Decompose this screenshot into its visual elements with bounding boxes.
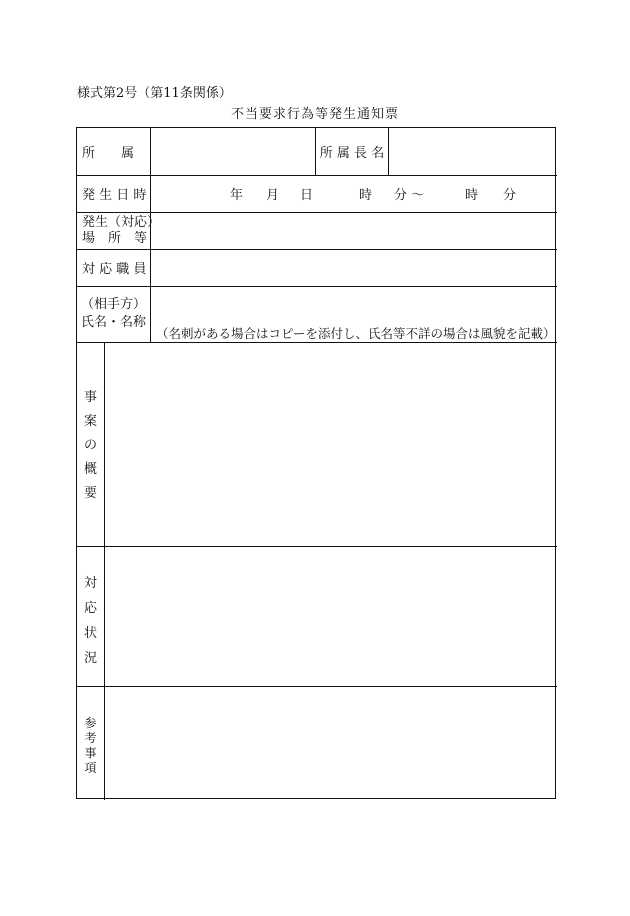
place-label-line1: 発生（対応） xyxy=(82,215,161,230)
other-party-note: （名刺がある場合はコピーを添付し、氏名等不詳の場合は風貌を記載） xyxy=(156,326,556,341)
place-label-line2: 場 所 等 xyxy=(82,231,148,246)
manager-name-field[interactable] xyxy=(389,128,555,175)
place-label xyxy=(82,214,161,248)
hour-unit-end: 時 xyxy=(465,188,479,203)
reference-label-char: 参 xyxy=(84,716,97,730)
response-status-label xyxy=(77,571,104,671)
summary-label-char: 要 xyxy=(83,486,97,501)
summary-label-char: 事 xyxy=(83,390,97,405)
minute-unit-range: 分 〜 xyxy=(394,188,425,203)
day-unit: 日 xyxy=(300,188,314,203)
datetime-label: 発 生 日 時 xyxy=(82,188,147,203)
manager-name-label: 所 属 長 名 xyxy=(319,146,385,161)
datetime-field[interactable] xyxy=(151,175,555,212)
hour-unit: 時 xyxy=(359,188,373,203)
summary-label-char: 概 xyxy=(83,462,97,477)
reference-label-char: 考 xyxy=(84,731,97,745)
response-label-char: 況 xyxy=(83,651,97,666)
response-label-char: 応 xyxy=(83,601,97,616)
other-party-label-line1: （相手方） xyxy=(80,297,146,312)
response-label-char: 対 xyxy=(83,576,97,591)
summary-label-char: 案 xyxy=(83,414,97,429)
reference-label-char: 事 xyxy=(84,746,97,760)
summary-label xyxy=(77,386,104,506)
reference-label-char: 項 xyxy=(84,761,97,775)
response-status-field[interactable] xyxy=(105,546,555,686)
minute-unit-end: 分 xyxy=(503,188,517,203)
affiliation-field[interactable] xyxy=(151,128,315,175)
other-party-field[interactable] xyxy=(151,286,555,342)
response-label-char: 状 xyxy=(83,626,97,641)
document-title: 不当要求行為等発生通知票 xyxy=(230,107,399,122)
summary-label-char: の xyxy=(83,438,97,453)
other-party-label xyxy=(77,288,150,340)
form-table xyxy=(76,127,556,799)
other-party-label-line2: 氏名・名称 xyxy=(80,315,146,330)
place-field[interactable] xyxy=(151,212,555,249)
affiliation-label: 所 属 xyxy=(82,146,135,161)
reference-label xyxy=(77,716,104,776)
month-unit: 月 xyxy=(266,188,280,203)
staff-label: 対 応 職 員 xyxy=(82,262,147,277)
form-number: 様式第2号（第11条関係） xyxy=(77,86,232,101)
summary-field[interactable] xyxy=(105,342,555,546)
reference-field[interactable] xyxy=(105,686,555,798)
year-unit: 年 xyxy=(230,188,244,203)
staff-field[interactable] xyxy=(151,249,555,286)
